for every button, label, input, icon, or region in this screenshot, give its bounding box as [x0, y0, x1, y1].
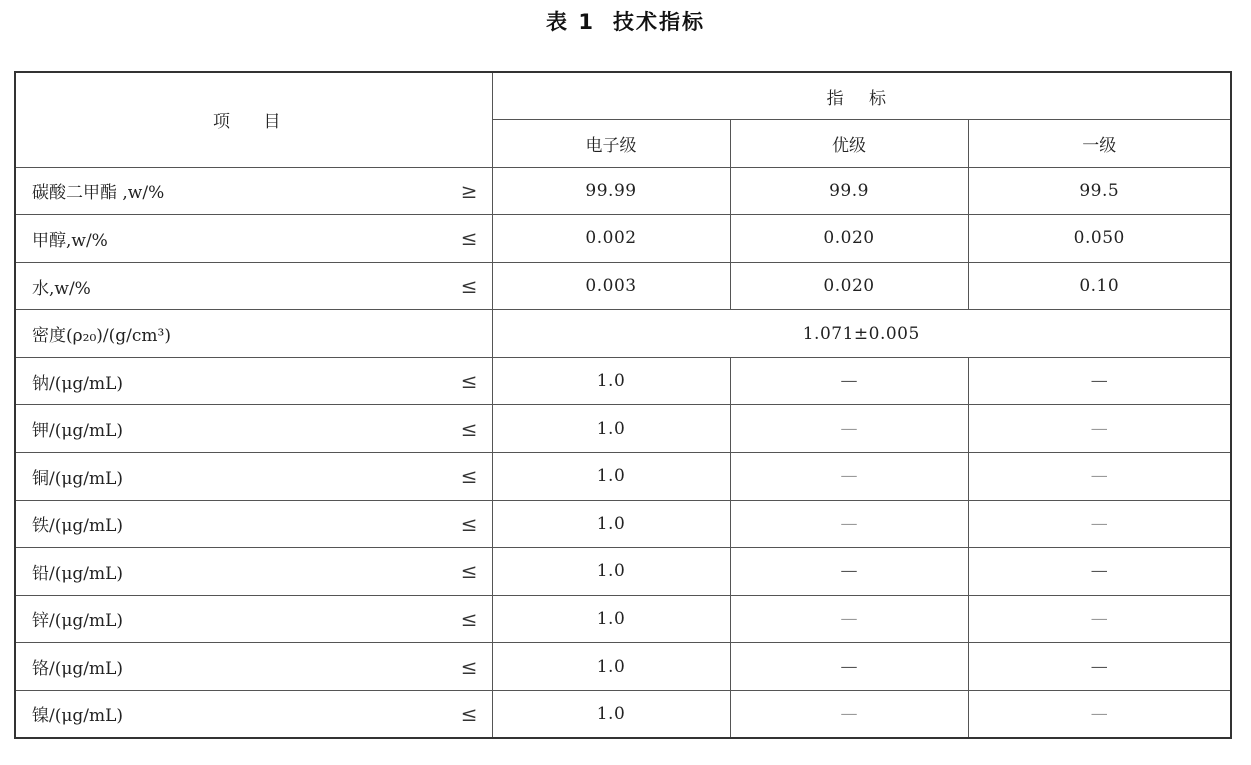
table-row — [15, 643, 1231, 691]
item-label: 密度(ρ₂₀)/(g/cm³) — [32, 326, 171, 347]
value-cell: — — [730, 453, 968, 501]
value-cell: 1.0 — [492, 643, 730, 691]
value-cell: 0.050 — [968, 215, 1231, 263]
limit-symbol: ≤ — [460, 511, 478, 536]
value-cell: — — [730, 690, 968, 738]
value-cell: 99.9 — [730, 167, 968, 215]
value-cell: — — [730, 405, 968, 453]
item-label: 铁/(μg/mL) — [32, 516, 124, 537]
value-cell: — — [730, 548, 968, 596]
value-cell: 0.002 — [492, 215, 730, 263]
table-row — [15, 548, 1231, 596]
value-cell: 1.0 — [492, 595, 730, 643]
grade-header-first: 一级 — [968, 120, 1231, 168]
item-label: 钾/(μg/mL) — [32, 421, 124, 442]
item-label: 锌/(μg/mL) — [32, 611, 124, 632]
table-row — [15, 500, 1231, 548]
value-cell: 1.0 — [492, 548, 730, 596]
table-row — [15, 167, 1231, 215]
limit-symbol: ≤ — [460, 559, 478, 584]
value-cell: — — [968, 643, 1231, 691]
value-cell: 0.003 — [492, 262, 730, 310]
limit-symbol: ≤ — [460, 369, 478, 394]
item-cell — [15, 500, 492, 548]
value-cell: 99.99 — [492, 167, 730, 215]
item-cell — [15, 690, 492, 738]
item-label: 镍/(μg/mL) — [32, 706, 124, 727]
value-cell: — — [968, 500, 1231, 548]
item-cell — [15, 548, 492, 596]
item-cell — [15, 453, 492, 501]
item-column-header: 项 目 — [15, 72, 492, 167]
value-cell: 1.0 — [492, 405, 730, 453]
grade-header-electronic: 电子级 — [492, 120, 730, 168]
item-cell — [15, 643, 492, 691]
value-cell: — — [968, 595, 1231, 643]
item-label: 铬/(μg/mL) — [32, 659, 124, 680]
table-caption — [0, 6, 1251, 36]
item-cell — [15, 215, 492, 263]
item-cell — [15, 405, 492, 453]
value-cell: — — [968, 357, 1231, 405]
table-row — [15, 215, 1231, 263]
limit-symbol: ≤ — [460, 654, 478, 679]
limit-symbol: ≤ — [460, 606, 478, 631]
limit-symbol: ≤ — [460, 226, 478, 251]
limit-symbol: ≤ — [460, 416, 478, 441]
item-label: 钠/(μg/mL) — [32, 373, 124, 394]
limit-symbol: ≤ — [460, 701, 478, 726]
value-cell: 1.0 — [492, 690, 730, 738]
value-cell: — — [968, 405, 1231, 453]
table-row — [15, 405, 1231, 453]
item-cell — [15, 310, 492, 358]
limit-symbol: ≥ — [460, 178, 478, 203]
value-cell: — — [968, 690, 1231, 738]
item-cell — [15, 595, 492, 643]
value-cell: 99.5 — [968, 167, 1231, 215]
table-row — [15, 453, 1231, 501]
technical-specs-table — [14, 71, 1232, 739]
value-cell: — — [730, 500, 968, 548]
table-row — [15, 595, 1231, 643]
table-row — [15, 262, 1231, 310]
header-row-1 — [15, 72, 1231, 120]
indicator-group-header: 指 标 — [492, 72, 1231, 120]
item-cell — [15, 357, 492, 405]
value-cell: 0.10 — [968, 262, 1231, 310]
item-label: 甲醇,w/% — [32, 230, 108, 251]
value-cell: — — [730, 595, 968, 643]
value-cell: — — [968, 548, 1231, 596]
table-title: 技术指标 — [612, 10, 705, 34]
item-label: 碳酸二甲酯 ,w/% — [32, 183, 165, 204]
value-cell: 1.0 — [492, 453, 730, 501]
grade-header-superior: 优级 — [730, 120, 968, 168]
value-cell: — — [730, 357, 968, 405]
merged-value-cell: 1.071±0.005 — [492, 310, 1231, 358]
table-row — [15, 357, 1231, 405]
limit-symbol: ≤ — [460, 274, 478, 299]
table-number: 表 1 — [546, 10, 595, 34]
item-cell — [15, 167, 492, 215]
table-row — [15, 310, 1231, 358]
limit-symbol: ≤ — [460, 464, 478, 489]
value-cell: 1.0 — [492, 500, 730, 548]
value-cell: 1.0 — [492, 357, 730, 405]
value-cell: 0.020 — [730, 262, 968, 310]
value-cell: — — [968, 453, 1231, 501]
value-cell: 0.020 — [730, 215, 968, 263]
item-label: 水,w/% — [32, 278, 91, 299]
item-label: 铅/(μg/mL) — [32, 563, 124, 584]
item-cell — [15, 262, 492, 310]
table-row — [15, 690, 1231, 738]
value-cell: — — [730, 643, 968, 691]
item-label: 铜/(μg/mL) — [32, 468, 124, 489]
